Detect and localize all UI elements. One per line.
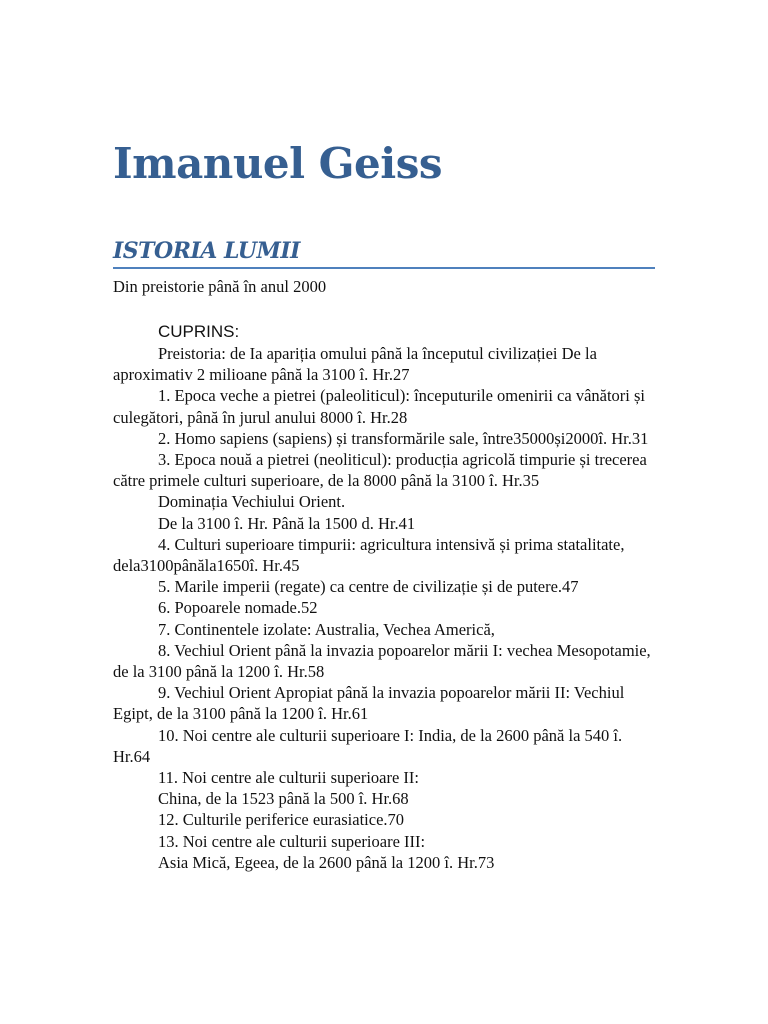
book-title: ISTORIA LUMII [113,236,655,269]
toc-entry: 11. Noi centre ale culturii superioare II: [158,768,419,788]
toc-heading: CUPRINS: [158,322,240,341]
author-name: Imanuel Geiss [113,139,443,188]
toc-entry: China, de la 1523 până la 500 î. Hr.68 [158,789,409,809]
toc-entry: 1. Epoca veche a pietrei (paleoliticul): începuturile omenirii ca vânători și culegători, până în jurul anului 8000 î. Hr.28 [113,386,646,427]
toc-entry: 8. Vechiul Orient până la invazia popoarelor mării I: vechea Mesopotamie, de la 3100 până la 1200 î. Hr.58 [113,640,651,682]
toc-entry: Preistoria: de Ia apariția omului până la începutul civilizației De la aproximativ 2 milioane până la 3100 î. Hr.27 [113,344,597,385]
toc-entry: De la 3100 î. Hr. Până la 1500 d. Hr.41 [158,513,416,533]
toc-entry: Asia Mică, Egeea, de la 2600 până la 1200 î. Hr.73 [158,852,495,872]
table-of-contents [113,321,655,873]
toc-entry: 2. Homo sapiens (sapiens) și transformările sale, între35000și2000î. Hr.31 [158,428,649,448]
toc-entry: Dominația Vechiului Orient. [158,492,346,512]
toc-entry: 7. Continentele izolate: Australia, Vechea Americă, [158,619,495,639]
toc-entry: 6. Popoarele nomade.52 [158,598,318,618]
toc-entry: 9. Vechiul Orient Apropiat până la invazia popoarelor mării II: Vechiul Egipt, de la 3100 până la 1200 î. Hr.61 [113,683,625,724]
book-subtitle: Din preistorie până în anul 2000 [113,277,327,296]
toc-entry: 3. Epoca nouă a pietrei (neoliticul): producția agricolă timpurie și trecerea către primele culturi superioare, de la 8000 până la 3100 î. Hr.35 [113,450,647,491]
toc-entry: 12. Culturile periferice eurasiatice.70 [158,810,405,830]
toc-entry: 13. Noi centre ale culturii superioare III: [158,831,426,851]
toc-entry: 4. Culturi superioare timpurii: agricultura intensivă și prima statalitate, dela3100pânăla1650î. Hr.45 [113,534,625,576]
toc-entry: 10. Noi centre ale culturii superioare I: India, de la 2600 până la 540 î. Hr.64 [113,725,623,766]
toc-entry: 5. Marile imperii (regate) ca centre de civilizație și de putere.47 [158,577,579,597]
